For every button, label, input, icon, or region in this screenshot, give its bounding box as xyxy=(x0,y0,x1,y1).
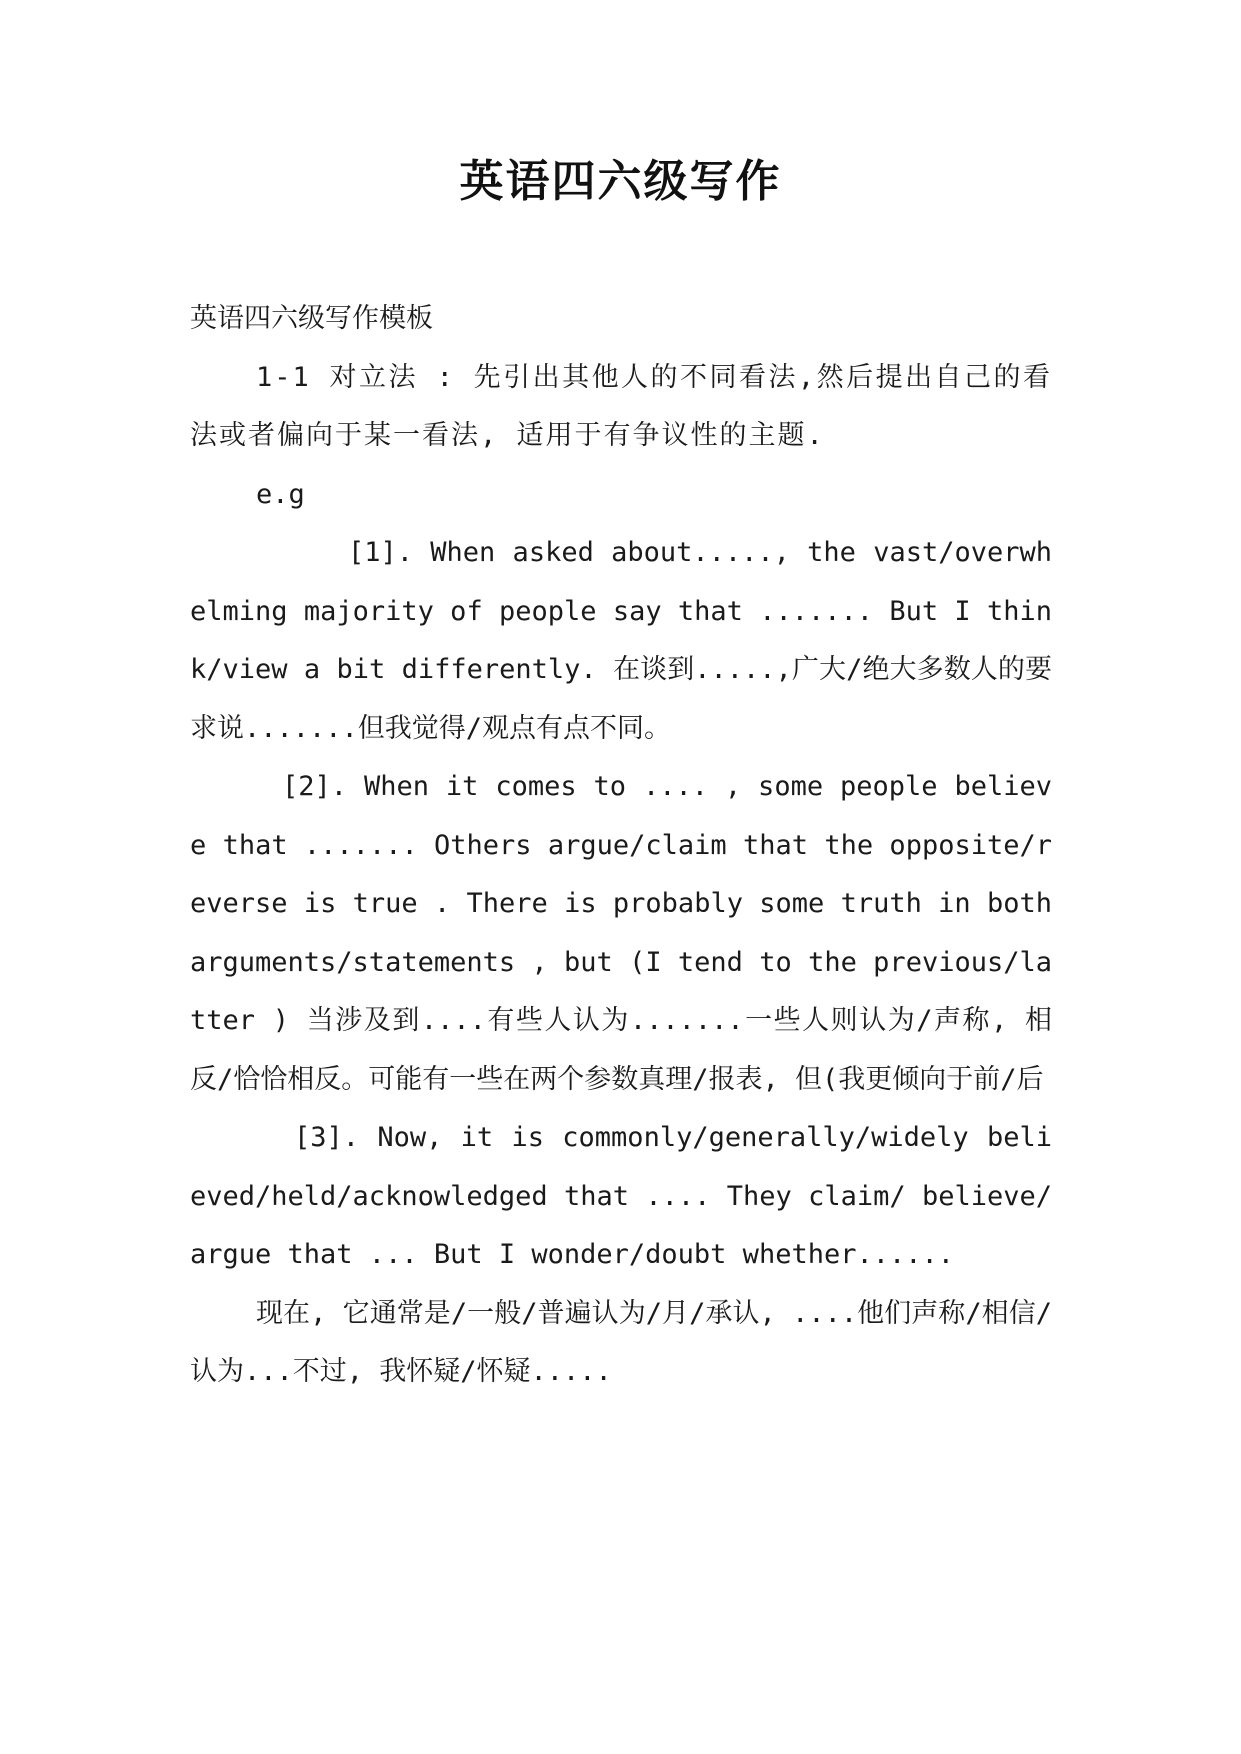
section-heading: 英语四六级写作模板 xyxy=(190,303,433,334)
example-label: e.g xyxy=(256,478,305,510)
example-2: [2]. When it comes to .... , some people believe that ....... Others argue/claim that the opposite/reverse is true . There is probably some truth in both arguments/statements , but (I tend to the previous/latter ) 当涉及到....有些人认为.......一些人则认为/声称, 相反/恰恰相反。可能有一些在两个参数真理/报表, 但(我更倾向于前/后 xyxy=(190,771,1052,1095)
document-title: 英语四六级写作 xyxy=(459,156,782,207)
document-body xyxy=(190,290,1052,1402)
example-3: [3]. Now, it is commonly/generally/widely believed/held/acknowledged that .... They claim/ believe/argue that ... But I wonder/doubt whether...... xyxy=(190,1122,1052,1270)
method-description: 1-1 对立法 : 先引出其他人的不同看法,然后提出自己的看法或者偏向于某一看法, 适用于有争议性的主题. xyxy=(190,361,1052,451)
example-1: [1]. When asked about....., the vast/overwhelming majority of people say that ....... But I think/view a bit differently. 在谈到.....,广大/绝大多数人的要求说.......但我觉得/观点有点不同。 xyxy=(190,537,1052,744)
example-3-translation: 现在, 它通常是/一般/普遍认为/月/承认, ....他们声称/相信/认为...不过, 我怀疑/怀疑..... xyxy=(190,1297,1052,1387)
